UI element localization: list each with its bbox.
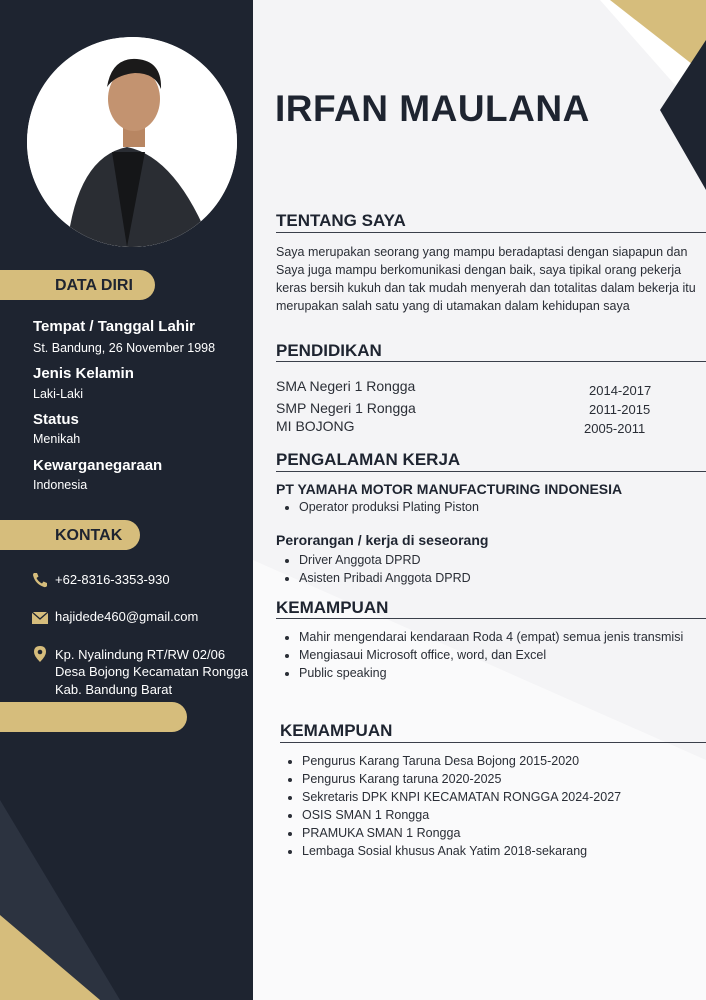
location-pin-icon — [31, 645, 49, 663]
gender-value: Laki-Laki — [33, 387, 84, 401]
kontak-pill — [0, 520, 140, 550]
phone-icon — [31, 571, 49, 589]
sidebar — [0, 0, 253, 1000]
data-diri-label: DATA DIRI — [55, 277, 133, 294]
skills-divider — [276, 618, 706, 619]
education-school-1: SMA Negeri 1 Rongga — [276, 378, 416, 394]
data-diri-pill — [0, 270, 155, 300]
list-item: • PRAMUKA SMAN 1 Rongga — [302, 824, 702, 842]
address-line-2: Desa Bojong Kecamatan Rongga — [55, 664, 248, 679]
organizations-list — [280, 752, 702, 860]
job-title-1: PT YAMAHA MOTOR MANUFACTURING INDONESIA — [276, 481, 623, 497]
list-item: • Mengiasaui Microsoft office, word, dan Excel — [299, 646, 689, 664]
organizations-divider — [280, 742, 706, 743]
organizations-heading: KEMAMPUAN — [280, 721, 393, 740]
sidebar-bottom-pill — [0, 702, 187, 732]
person-silhouette-icon — [27, 37, 237, 247]
job-title-2: Perorangan / kerja di seseorang — [276, 532, 489, 548]
list-item: • Pengurus Karang taruna 2020-2025 — [302, 770, 702, 788]
list-item: • OSIS SMAN 1 Rongga — [302, 806, 702, 824]
status-value: Menikah — [33, 432, 81, 446]
nationality-title: Kewarganegaraan — [33, 457, 163, 474]
list-item: • Driver Anggota DPRD — [299, 551, 471, 569]
education-heading: PENDIDIKAN — [276, 341, 382, 360]
education-school-3: MI BOJONG — [276, 418, 355, 434]
education-year-2: 2011-2015 — [589, 402, 651, 417]
list-item: • Pengurus Karang Taruna Desa Bojong 2015-2020 — [302, 752, 702, 770]
birth-title: Tempat / Tanggal Lahir — [33, 318, 195, 335]
birth-value: St. Bandung, 26 November 1998 — [33, 341, 216, 355]
education-year-1: 2014-2017 — [589, 383, 652, 398]
about-divider — [276, 232, 706, 233]
list-item: • Lembaga Sosial khusus Anak Yatim 2018-sekarang — [302, 842, 702, 860]
address-line-1: Kp. Nyalindung RT/RW 02/06 — [55, 647, 226, 662]
nationality-value: Indonesia — [33, 478, 88, 492]
education-divider — [276, 361, 706, 362]
experience-divider — [276, 471, 706, 472]
job-1-bullets — [277, 498, 479, 516]
list-item: • Operator produksi Plating Piston — [299, 498, 479, 516]
email-text[interactable]: hajidede460@gmail.com — [55, 609, 199, 624]
sidebar-gold-triangle — [0, 915, 100, 1000]
list-item: • Sekretaris DPK KNPI KECAMATAN RONGGA 2024-2027 — [302, 788, 702, 806]
experience-heading: PENGALAMAN KERJA — [276, 450, 461, 469]
address-line-3: Kab. Bandung Barat — [55, 682, 173, 697]
gender-title: Jenis Kelamin — [33, 365, 134, 382]
list-item: • Asisten Pribadi Anggota DPRD — [299, 569, 471, 587]
skills-list — [277, 628, 689, 682]
mail-icon — [31, 609, 49, 627]
job-2-bullets — [277, 551, 471, 587]
status-title: Status — [33, 411, 79, 428]
about-text: Saya merupakan seorang yang mampu beradaptasi dengan siapapun dan Saya juga mampu berkomunikasi dengan baik, saya tipikal orang pekerja keras bersih kukuh dan tak mudah menyerah dan totalitas dalam bekerja itu merupakan salah satu yang di utamakan dalam kehidupan saya — [276, 245, 696, 313]
phone-text[interactable]: +62-8316-3353-930 — [55, 572, 170, 587]
list-item: • Public speaking — [299, 664, 689, 682]
kontak-label: KONTAK — [55, 527, 123, 544]
skills-heading: KEMAMPUAN — [276, 598, 389, 617]
list-item: • Mahir mengendarai kendaraan Roda 4 (empat) semua jenis transmisi — [299, 628, 689, 646]
education-year-3: 2005-2011 — [584, 421, 646, 436]
candidate-name: IRFAN MAULANA — [275, 88, 590, 129]
profile-photo — [27, 37, 237, 247]
education-school-2: SMP Negeri 1 Rongga — [276, 400, 416, 416]
about-heading: TENTANG SAYA — [276, 211, 406, 230]
